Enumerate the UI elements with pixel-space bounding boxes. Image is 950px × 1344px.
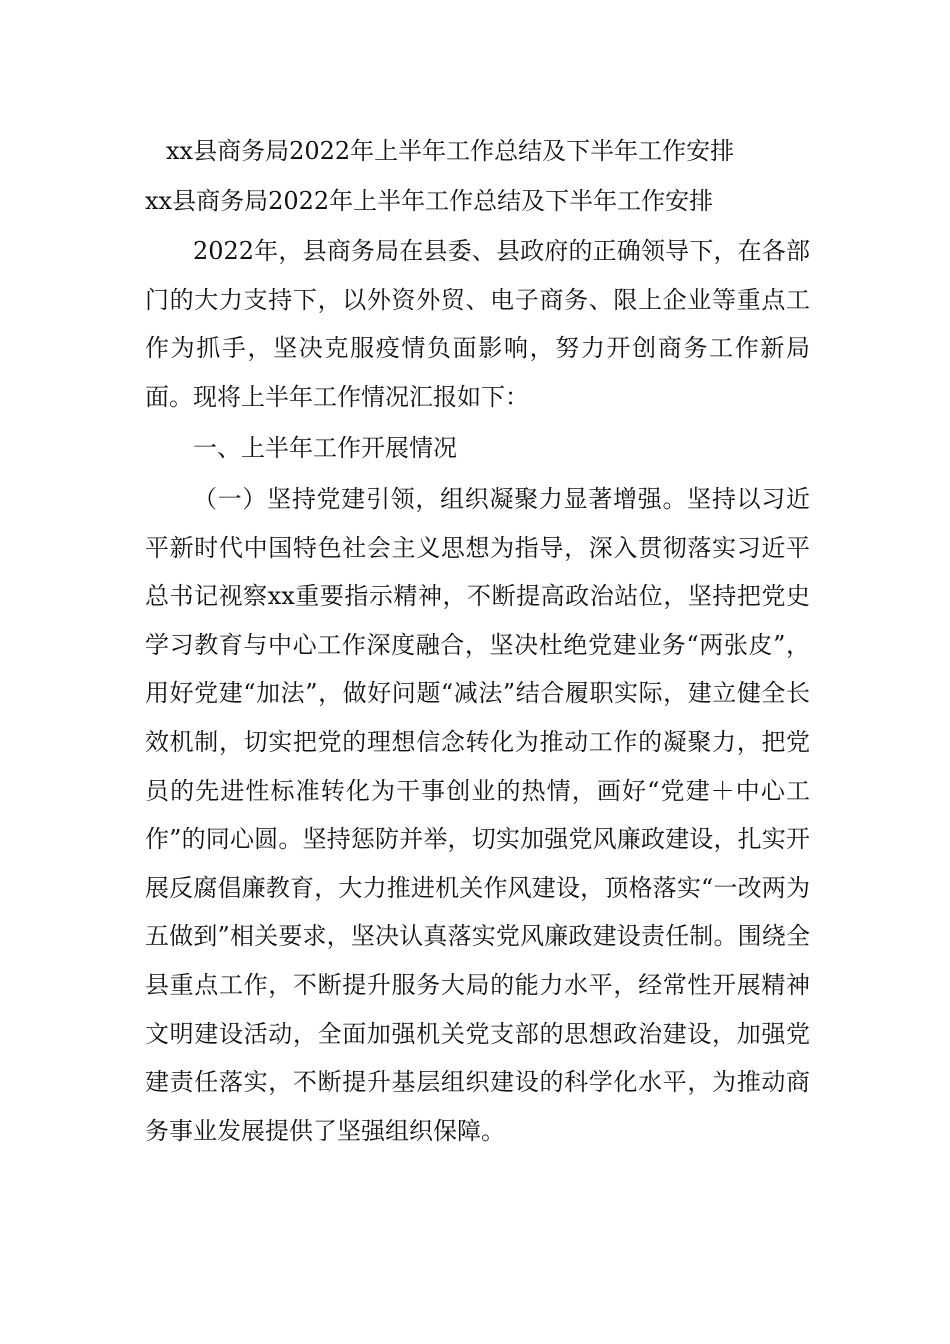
section-heading: 一、上半年工作开展情况 <box>193 434 457 462</box>
document-title-repeat: xx县商务局2022年上半年工作总结及下半年工作安排 <box>145 187 714 215</box>
document-title: xx县商务局2022年上半年工作总结及下半年工作安排 <box>166 137 735 165</box>
intro-paragraph: 2022年，县商务局在县委、县政府的正确领导下，在各部门的大力支持下，以外资外贸、电子商务、限上企业等重点工作为抓手，坚决克服疫情负面影响，努力开创商务工作新局面。现将上半年工作情况汇报如下： <box>145 237 810 411</box>
subsection-paragraph: （一）坚持党建引领，组织凝聚力显著增强。坚持以习近平新时代中国特色社会主义思想为指导，深入贯彻落实习近平总书记视察xx重要指示精神，不断提高政治站位，坚持把党史学习教育与中心工作深度融合，坚决杜绝党建业务“两张皮”，用好党建“加法”，做好问题“减法”结合履职实际，建立健全长效机制，切实把党的理想信念转化为推动工作的凝聚力，把党员的先进性标准转化为干事创业的热情，画好“党建＋中心工作”的同心圆。坚持惩防并举，切实加强党风廉政建设，扎实开展反腐倡廉教育，大力推进机关作风建设，顶格落实“一改两为五做到”相关要求，坚决认真落实党风廉政建设责任制。围绕全县重点工作，不断提升服务大局的能力水平，经常性开展精神文明建设活动，全面加强机关党支部的思想政治建设，加强党建责任落实，不断提升基层组织建设的科学化水平，为推动商务事业发展提供了坚强组织保障。 <box>145 485 810 1145</box>
